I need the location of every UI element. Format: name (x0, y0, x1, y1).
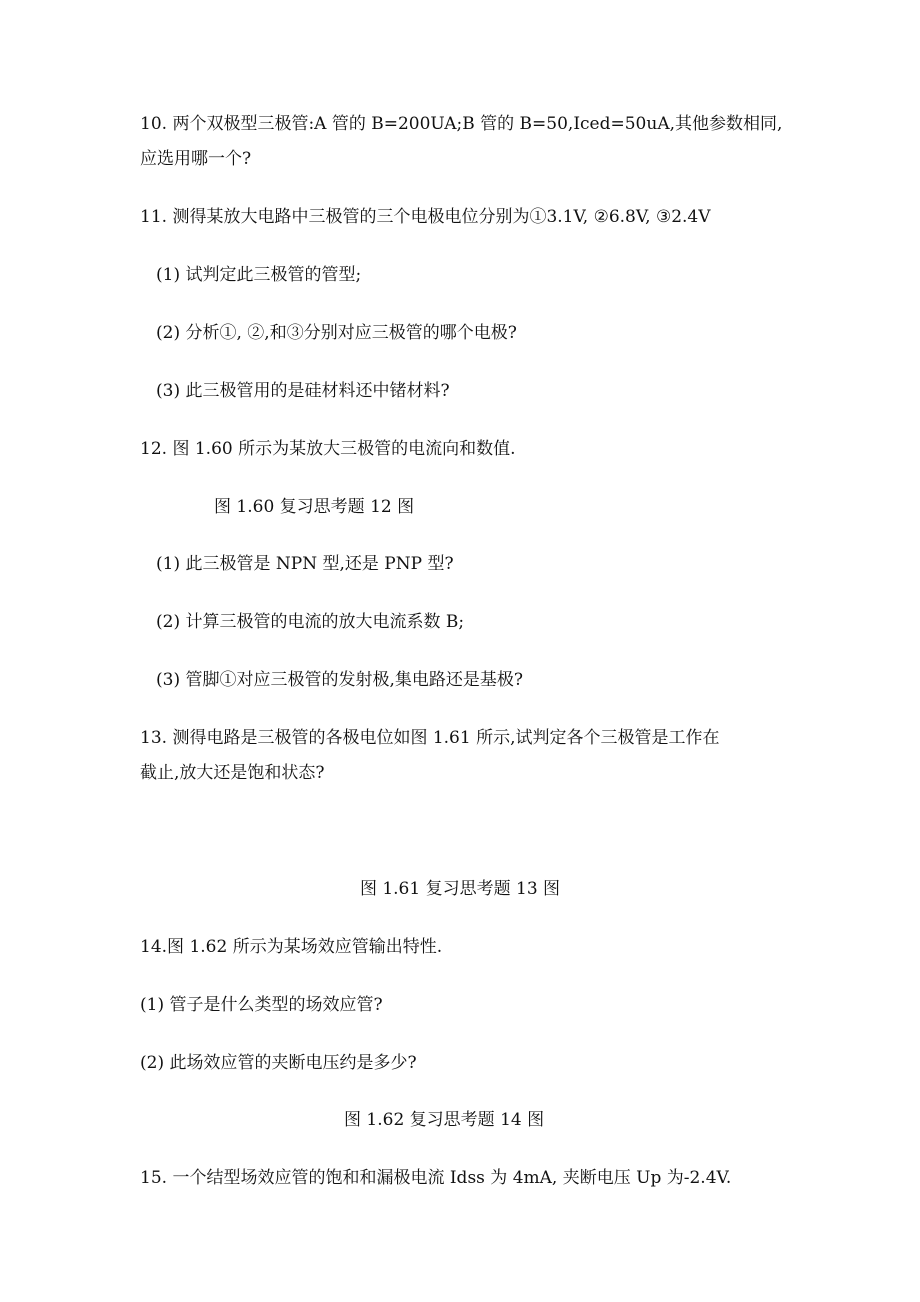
question-11-stem: 11. 测得某放大电路中三极管的三个电极电位分别为①3.1V, ②6.8V, ③2.4V (140, 207, 711, 227)
question-13-line-1: 13. 测得电路是三极管的各极电位如图 1.61 所示,试判定各个三极管是工作在 (140, 728, 720, 748)
question-10-line-2: 应选用哪一个? (140, 149, 252, 169)
question-11-sub-2: (2) 分析①, ②,和③分别对应三极管的哪个电极? (156, 323, 517, 343)
question-12-sub-2: (2) 计算三极管的电流的放大电流系数 B; (156, 612, 465, 632)
question-11-sub-3: (3) 此三极管用的是硅材料还中锗材料? (156, 381, 450, 401)
figure-1-62-caption: 图 1.62 复习思考题 14 图 (344, 1110, 545, 1130)
question-10-line-1: 10. 两个双极型三极管:A 管的 B=200UA;B 管的 B=50,Iced=50uA,其他参数相同, (140, 114, 783, 134)
question-15-stem: 15. 一个结型场效应管的饱和和漏极电流 Idss 为 4mA, 夹断电压 Up 为-2.4V. (140, 1168, 732, 1188)
question-11-sub-1: (1) 试判定此三极管的管型; (156, 265, 362, 285)
figure-1-60-caption: 图 1.60 复习思考题 12 图 (214, 497, 415, 517)
question-12-stem: 12. 图 1.60 所示为某放大三极管的电流向和数值. (140, 439, 516, 459)
figure-1-61-caption: 图 1.61 复习思考题 13 图 (359, 879, 561, 899)
question-12-sub-3: (3) 管脚①对应三极管的发射极,集电路还是基极? (156, 670, 524, 690)
question-14-sub-1: (1) 管子是什么类型的场效应管? (140, 995, 383, 1015)
question-14-stem: 14.图 1.62 所示为某场效应管输出特性. (140, 937, 443, 957)
question-13-line-2: 截止,放大还是饱和状态? (140, 763, 325, 783)
question-12-sub-1: (1) 此三极管是 NPN 型,还是 PNP 型? (156, 554, 454, 574)
question-14-sub-2: (2) 此场效应管的夹断电压约是多少? (140, 1053, 417, 1073)
